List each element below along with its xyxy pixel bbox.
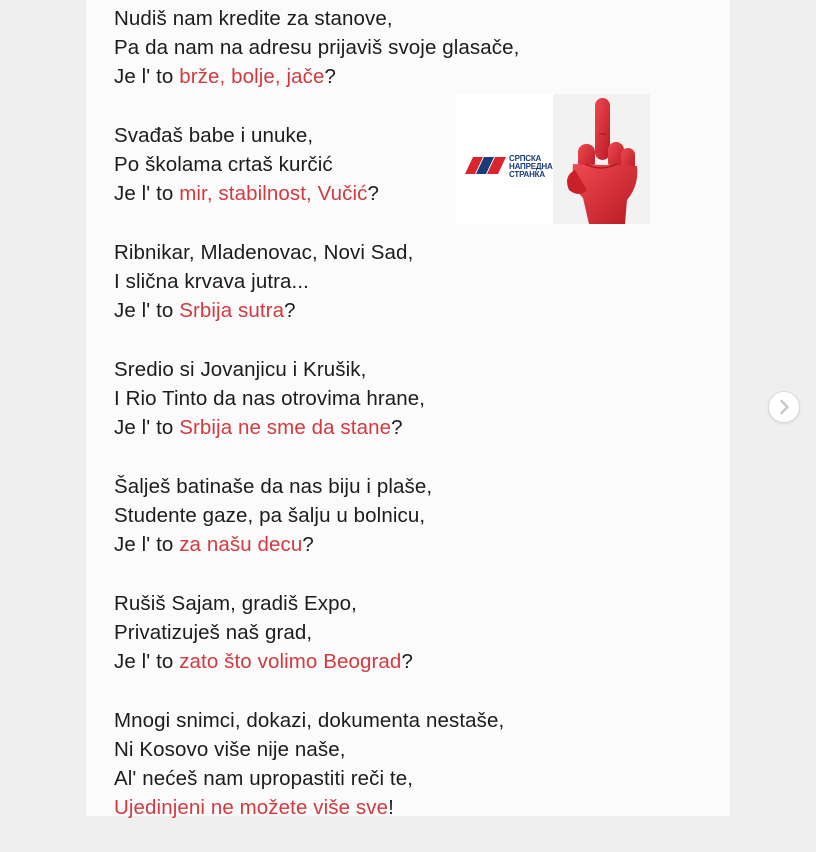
logo-line-2: НАПРЕДНА — [509, 162, 553, 171]
line-text: Rušiš Sajam, gradiš Expo, — [114, 592, 357, 615]
poem-line — [114, 267, 714, 296]
poem-line — [114, 530, 714, 559]
poem-line — [114, 618, 714, 647]
line-punctuation: ! — [388, 796, 394, 819]
line-text: Šalješ batinaše da nas biju i plaše, — [114, 475, 433, 498]
highlighted-text: Ujedinjeni ne možete više sve — [114, 796, 389, 819]
line-text: Je l' to — [114, 182, 180, 205]
line-text: Nudiš nam kredite za stanove, — [114, 7, 393, 30]
poem-line — [114, 413, 714, 442]
poem-line — [114, 296, 714, 325]
stanza — [114, 589, 714, 676]
poem-line — [114, 735, 714, 764]
post-image — [86, 0, 730, 819]
line-punctuation: ? — [324, 65, 336, 88]
poem-line — [114, 384, 714, 413]
line-punctuation: ? — [391, 416, 403, 439]
poem-line — [114, 472, 714, 501]
stanza — [114, 238, 714, 325]
line-text: Mnogi snimci, dokazi, dokumenta nestaše, — [114, 709, 505, 732]
line-text: Ni Kosovo više nije naše, — [114, 738, 346, 761]
poem-line — [114, 238, 714, 267]
line-text: Po školama crtaš kurčić — [114, 153, 333, 176]
line-punctuation: ? — [367, 182, 380, 205]
highlighted-text: brže, bolje, jače — [179, 65, 325, 88]
poem-line — [114, 4, 714, 33]
stanza — [114, 355, 714, 442]
poem-line — [114, 501, 714, 530]
logo-line-1: СРПСКА — [509, 154, 542, 163]
highlighted-text: zato što volimo Beograd — [179, 650, 402, 673]
line-text: Je l' to — [114, 299, 180, 322]
line-text: Al' nećeš nam upropastiti reči te, — [114, 767, 414, 790]
line-text: Je l' to — [114, 650, 180, 673]
line-text: Je l' to — [114, 416, 180, 439]
stanza — [114, 706, 714, 822]
line-text: Ribnikar, Mladenovac, Novi Sad, — [114, 241, 414, 264]
poem-line — [114, 647, 714, 676]
poem-line — [114, 62, 714, 91]
poem-line — [114, 589, 714, 618]
carousel-next-button[interactable] — [769, 392, 799, 422]
line-text: Pa da nam na adresu prijaviš svoje glasače, — [114, 36, 520, 59]
line-text: Je l' to — [114, 65, 180, 88]
poem-line — [114, 33, 714, 62]
line-text: Svađaš babe i unuke, — [114, 124, 314, 147]
highlighted-text: Srbija sutra — [179, 299, 285, 322]
line-text: Privatizuješ naš grad, — [114, 621, 313, 644]
poem-line — [114, 355, 714, 384]
line-punctuation: ? — [302, 533, 314, 556]
line-text: Studente gaze, pa šalju u bolnicu, — [114, 504, 426, 527]
highlighted-text: za našu decu — [179, 533, 303, 556]
chevron-right-icon — [769, 392, 799, 422]
line-punctuation: ? — [401, 650, 413, 673]
sns-logo — [456, 94, 556, 224]
poem-line — [114, 793, 714, 822]
line-text: Sredio si Jovanjicu i Krušik, — [114, 358, 367, 381]
stanza — [114, 472, 714, 559]
poem-line — [114, 706, 714, 735]
line-text: Je l' to — [114, 533, 180, 556]
logo-text — [509, 155, 553, 179]
red-hand-photo — [553, 94, 650, 224]
stanza — [114, 4, 714, 91]
poem-line — [114, 764, 714, 793]
logo-line-3: СТРАНКА — [509, 170, 545, 179]
highlighted-text: mir, stabilnost, Vučić — [179, 182, 368, 205]
red-hand-icon — [553, 94, 650, 224]
line-punctuation: ? — [284, 299, 296, 322]
line-text: I slična krvava jutra... — [114, 270, 309, 293]
line-text: I Rio Tinto da nas otrovima hrane, — [114, 387, 426, 410]
highlighted-text: Srbija ne sme da stane — [179, 416, 392, 439]
